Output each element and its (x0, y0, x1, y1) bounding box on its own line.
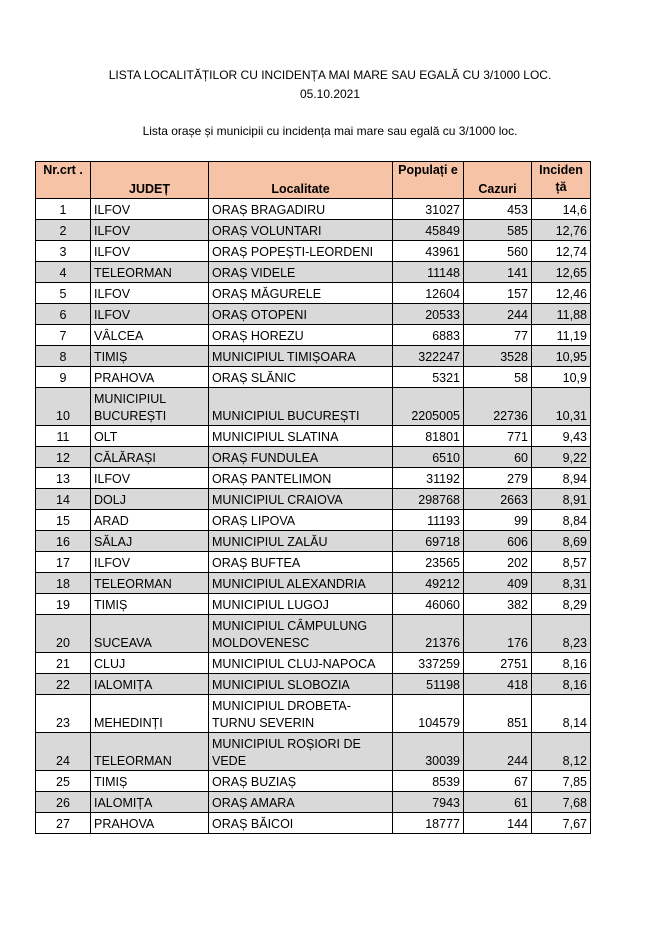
table-row (36, 733, 591, 771)
cell-nr: 26 (36, 792, 91, 813)
cell-nr: 8 (36, 346, 91, 367)
cell-judet: TIMIȘ (91, 771, 209, 792)
cell-incidenta: 7,85 (532, 771, 591, 792)
cell-cazuri: 279 (464, 468, 532, 489)
cell-judet: ILFOV (91, 283, 209, 304)
cell-localitate: ORAȘ OTOPENI (209, 304, 393, 325)
cell-nr: 21 (36, 653, 91, 674)
cell-populatie: 31192 (393, 468, 464, 489)
cell-localitate: MUNICIPIUL CÂMPULUNG MOLDOVENESC (209, 615, 393, 653)
cell-nr: 3 (36, 241, 91, 262)
cell-nr: 16 (36, 531, 91, 552)
cell-localitate: MUNICIPIUL SLATINA (209, 426, 393, 447)
document-date: 05.10.2021 (299, 87, 361, 101)
cell-cazuri: 202 (464, 552, 532, 573)
cell-nr: 25 (36, 771, 91, 792)
cell-cazuri: 409 (464, 573, 532, 594)
cell-judet: TIMIȘ (91, 594, 209, 615)
cell-judet: SUCEAVA (91, 615, 209, 653)
cell-incidenta: 9,22 (532, 447, 591, 468)
cell-populatie: 21376 (393, 615, 464, 653)
cell-incidenta: 8,91 (532, 489, 591, 510)
table-row (36, 220, 591, 241)
table-row (36, 653, 591, 674)
cell-localitate: ORAȘ AMARA (209, 792, 393, 813)
cell-populatie: 18777 (393, 813, 464, 834)
table-row (36, 771, 591, 792)
cell-localitate: MUNICIPIUL CLUJ-NAPOCA (209, 653, 393, 674)
cell-incidenta: 12,76 (532, 220, 591, 241)
table-row (36, 388, 591, 426)
cell-cazuri: 418 (464, 674, 532, 695)
cell-localitate: ORAȘ BĂICOI (209, 813, 393, 834)
cell-populatie: 6883 (393, 325, 464, 346)
cell-incidenta: 9,43 (532, 426, 591, 447)
cell-incidenta: 12,65 (532, 262, 591, 283)
cell-incidenta: 10,9 (532, 367, 591, 388)
cell-judet: ILFOV (91, 241, 209, 262)
cell-nr: 23 (36, 695, 91, 733)
cell-populatie: 23565 (393, 552, 464, 573)
table-row (36, 552, 591, 573)
cell-localitate: ORAȘ FUNDULEA (209, 447, 393, 468)
cell-nr: 12 (36, 447, 91, 468)
incidence-table (35, 161, 591, 834)
cell-populatie: 45849 (393, 220, 464, 241)
cell-nr: 4 (36, 262, 91, 283)
table-row (36, 304, 591, 325)
cell-nr: 20 (36, 615, 91, 653)
cell-cazuri: 606 (464, 531, 532, 552)
cell-cazuri: 60 (464, 447, 532, 468)
table-row (36, 674, 591, 695)
cell-incidenta: 8,94 (532, 468, 591, 489)
cell-cazuri: 771 (464, 426, 532, 447)
cell-populatie: 7943 (393, 792, 464, 813)
cell-judet: MEHEDINȚI (91, 695, 209, 733)
cell-judet: CLUJ (91, 653, 209, 674)
cell-localitate: ORAȘ VIDELE (209, 262, 393, 283)
table-row (36, 447, 591, 468)
cell-nr: 13 (36, 468, 91, 489)
cell-cazuri: 22736 (464, 388, 532, 426)
table-row (36, 813, 591, 834)
cell-populatie: 30039 (393, 733, 464, 771)
cell-localitate: ORAȘ VOLUNTARI (209, 220, 393, 241)
cell-populatie: 5321 (393, 367, 464, 388)
cell-incidenta: 14,6 (532, 199, 591, 220)
cell-localitate: ORAȘ BRAGADIRU (209, 199, 393, 220)
table-row (36, 792, 591, 813)
cell-populatie: 31027 (393, 199, 464, 220)
cell-judet: SĂLAJ (91, 531, 209, 552)
cell-localitate: ORAȘ PANTELIMON (209, 468, 393, 489)
cell-nr: 6 (36, 304, 91, 325)
cell-incidenta: 8,69 (532, 531, 591, 552)
cell-incidenta: 8,16 (532, 653, 591, 674)
cell-incidenta: 8,16 (532, 674, 591, 695)
table-row (36, 468, 591, 489)
cell-nr: 15 (36, 510, 91, 531)
cell-incidenta: 7,67 (532, 813, 591, 834)
cell-localitate: MUNICIPIUL CRAIOVA (209, 489, 393, 510)
cell-cazuri: 382 (464, 594, 532, 615)
cell-nr: 19 (36, 594, 91, 615)
cell-localitate: MUNICIPIUL BUCUREȘTI (209, 388, 393, 426)
table-row (36, 346, 591, 367)
cell-judet: TELEORMAN (91, 262, 209, 283)
cell-judet: CĂLĂRAȘI (91, 447, 209, 468)
cell-populatie: 12604 (393, 283, 464, 304)
cell-localitate: ORAȘ SLĂNIC (209, 367, 393, 388)
table-row (36, 695, 591, 733)
cell-nr: 27 (36, 813, 91, 834)
cell-incidenta: 11,88 (532, 304, 591, 325)
cell-localitate: ORAȘ BUZIAȘ (209, 771, 393, 792)
cell-judet: MUNICIPIUL BUCUREȘTI (91, 388, 209, 426)
cell-nr: 9 (36, 367, 91, 388)
table-row (36, 573, 591, 594)
cell-incidenta: 8,29 (532, 594, 591, 615)
cell-incidenta: 11,19 (532, 325, 591, 346)
column-header-cazuri: Cazuri (464, 162, 532, 199)
cell-cazuri: 244 (464, 733, 532, 771)
table-row (36, 615, 591, 653)
cell-localitate: MUNICIPIUL SLOBOZIA (209, 674, 393, 695)
cell-incidenta: 8,31 (532, 573, 591, 594)
cell-cazuri: 585 (464, 220, 532, 241)
cell-localitate: ORAȘ POPEȘTI-LEORDENI (209, 241, 393, 262)
document-title: LISTA LOCALITĂȚILOR CU INCIDENȚA MAI MARE SAU EGALĂ CU 3/1000 LOC. (108, 68, 552, 82)
table-row (36, 594, 591, 615)
column-header-populatie: Populați e (393, 162, 464, 199)
cell-localitate: MUNICIPIUL TIMIȘOARA (209, 346, 393, 367)
cell-judet: TIMIȘ (91, 346, 209, 367)
cell-populatie: 337259 (393, 653, 464, 674)
cell-incidenta: 10,95 (532, 346, 591, 367)
cell-cazuri: 99 (464, 510, 532, 531)
cell-cazuri: 58 (464, 367, 532, 388)
cell-populatie: 81801 (393, 426, 464, 447)
cell-incidenta: 8,84 (532, 510, 591, 531)
cell-incidenta: 7,68 (532, 792, 591, 813)
cell-incidenta: 12,46 (532, 283, 591, 304)
cell-cazuri: 244 (464, 304, 532, 325)
cell-nr: 1 (36, 199, 91, 220)
cell-populatie: 8539 (393, 771, 464, 792)
cell-populatie: 104579 (393, 695, 464, 733)
cell-populatie: 43961 (393, 241, 464, 262)
cell-judet: ILFOV (91, 552, 209, 573)
cell-nr: 5 (36, 283, 91, 304)
table-row (36, 426, 591, 447)
table-row (36, 531, 591, 552)
cell-localitate: ORAȘ LIPOVA (209, 510, 393, 531)
table-row (36, 262, 591, 283)
cell-incidenta: 8,23 (532, 615, 591, 653)
cell-cazuri: 61 (464, 792, 532, 813)
cell-localitate: MUNICIPIUL ALEXANDRIA (209, 573, 393, 594)
cell-judet: DOLJ (91, 489, 209, 510)
cell-nr: 18 (36, 573, 91, 594)
cell-incidenta: 8,14 (532, 695, 591, 733)
cell-cazuri: 141 (464, 262, 532, 283)
cell-populatie: 11193 (393, 510, 464, 531)
cell-cazuri: 453 (464, 199, 532, 220)
cell-populatie: 2205005 (393, 388, 464, 426)
cell-judet: PRAHOVA (91, 813, 209, 834)
cell-populatie: 49212 (393, 573, 464, 594)
cell-populatie: 322247 (393, 346, 464, 367)
cell-judet: ARAD (91, 510, 209, 531)
column-header-judet: JUDEȚ (91, 162, 209, 199)
cell-localitate: MUNICIPIUL DROBETA-TURNU SEVERIN (209, 695, 393, 733)
document-subtitle: Lista orașe și municipii cu incidența mai mare sau egală cu 3/1000 loc. (142, 124, 518, 138)
cell-nr: 10 (36, 388, 91, 426)
cell-localitate: ORAȘ MĂGURELE (209, 283, 393, 304)
cell-incidenta: 8,57 (532, 552, 591, 573)
cell-judet: ILFOV (91, 304, 209, 325)
cell-nr: 11 (36, 426, 91, 447)
cell-localitate: MUNICIPIUL ROȘIORI DE VEDE (209, 733, 393, 771)
cell-judet: PRAHOVA (91, 367, 209, 388)
cell-populatie: 298768 (393, 489, 464, 510)
cell-cazuri: 2663 (464, 489, 532, 510)
table-row (36, 510, 591, 531)
cell-nr: 17 (36, 552, 91, 573)
cell-nr: 24 (36, 733, 91, 771)
cell-judet: TELEORMAN (91, 573, 209, 594)
cell-judet: ILFOV (91, 468, 209, 489)
cell-cazuri: 176 (464, 615, 532, 653)
column-header-nr: Nr.crt . (36, 162, 91, 199)
table-row (36, 489, 591, 510)
cell-judet: ILFOV (91, 199, 209, 220)
cell-judet: OLT (91, 426, 209, 447)
cell-nr: 7 (36, 325, 91, 346)
cell-incidenta: 12,74 (532, 241, 591, 262)
column-header-localitate: Localitate (209, 162, 393, 199)
cell-cazuri: 851 (464, 695, 532, 733)
column-header-incidenta: Inciden ță (532, 162, 591, 199)
cell-cazuri: 560 (464, 241, 532, 262)
table-row (36, 325, 591, 346)
table-header-row (36, 162, 591, 199)
cell-cazuri: 77 (464, 325, 532, 346)
cell-cazuri: 2751 (464, 653, 532, 674)
cell-nr: 14 (36, 489, 91, 510)
cell-nr: 22 (36, 674, 91, 695)
cell-judet: IALOMIȚA (91, 674, 209, 695)
cell-populatie: 6510 (393, 447, 464, 468)
cell-incidenta: 8,12 (532, 733, 591, 771)
cell-judet: TELEORMAN (91, 733, 209, 771)
cell-populatie: 51198 (393, 674, 464, 695)
cell-localitate: MUNICIPIUL ZALĂU (209, 531, 393, 552)
table-row (36, 367, 591, 388)
cell-localitate: ORAȘ HOREZU (209, 325, 393, 346)
cell-localitate: ORAȘ BUFTEA (209, 552, 393, 573)
cell-cazuri: 157 (464, 283, 532, 304)
cell-judet: VÂLCEA (91, 325, 209, 346)
cell-populatie: 69718 (393, 531, 464, 552)
table-row (36, 199, 591, 220)
table-row (36, 283, 591, 304)
cell-judet: ILFOV (91, 220, 209, 241)
cell-judet: IALOMIȚA (91, 792, 209, 813)
cell-cazuri: 67 (464, 771, 532, 792)
cell-incidenta: 10,31 (532, 388, 591, 426)
cell-populatie: 11148 (393, 262, 464, 283)
cell-cazuri: 144 (464, 813, 532, 834)
cell-populatie: 20533 (393, 304, 464, 325)
cell-nr: 2 (36, 220, 91, 241)
table-row (36, 241, 591, 262)
cell-localitate: MUNICIPIUL LUGOJ (209, 594, 393, 615)
cell-populatie: 46060 (393, 594, 464, 615)
cell-cazuri: 3528 (464, 346, 532, 367)
